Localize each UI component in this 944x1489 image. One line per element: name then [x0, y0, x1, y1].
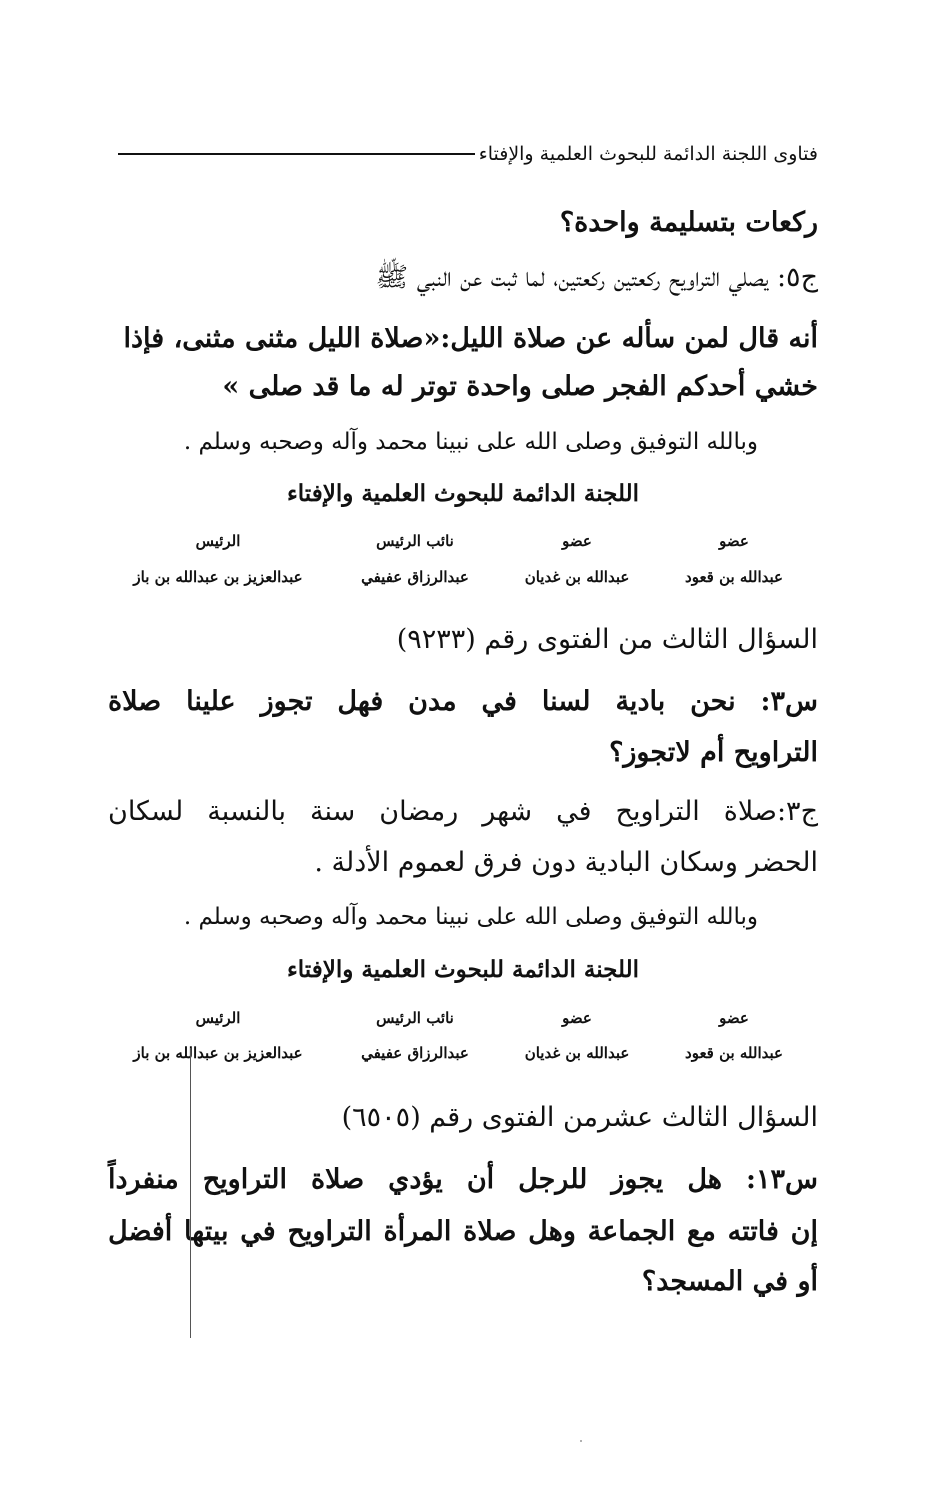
question-3-line-2: التراويح أم لاتجوز؟: [609, 737, 818, 768]
role-member-1: عضو: [719, 532, 749, 550]
name-president: عبدالعزيز بن عبدالله بن باز: [133, 1044, 303, 1062]
header-rule: [118, 153, 475, 155]
answer-5-line-2: أنه قال لمن سأله عن صلاة الليل:«صلاة الليل مثنى مثنى، فإذا: [123, 323, 818, 354]
committee-title-1: اللجنة الدائمة للبحوث العلمية والإفتاء: [286, 480, 640, 507]
question-heading-6505: السؤال الثالث عشرمن الفتوى رقم (٦٥٠٥): [341, 1102, 818, 1133]
role-vice-president: نائب الرئيس: [376, 1009, 454, 1027]
scan-speck: [580, 1440, 582, 1442]
name-member-1: عبدالله بن قعود: [685, 1044, 783, 1062]
margin-line: [190, 1048, 191, 1338]
answer-5-line-1: ج٥: يصلي التراويح ركعتين ركعتين، لما ثبت عن النبي ﷺ: [375, 262, 818, 293]
signature-names-2: [118, 1043, 794, 1063]
question-3-line-1: س٣: نحن بادية لسنا في مدن فهل تجوز علينا صلاة: [108, 686, 818, 717]
header-title: فتاوى اللجنة الدائمة للبحوث العلمية والإفتاء: [478, 143, 818, 165]
committee-title-2: اللجنة الدائمة للبحوث العلمية والإفتاء: [286, 956, 640, 983]
role-member-2: عضو: [562, 532, 592, 550]
answer-3-line-1: ج٣:صلاة التراويح في شهر رمضان سنة بالنسبة لسكان: [108, 796, 818, 827]
role-member-1: عضو: [719, 1009, 749, 1027]
question-13-line-1: س١٣: هل يجوز للرجل أن يؤدي صلاة التراويح منفرداً: [108, 1164, 818, 1195]
page-header: [118, 136, 818, 172]
role-president: الرئيس: [195, 1009, 241, 1027]
role-president: الرئيس: [195, 532, 241, 550]
name-vice-president: عبدالرزاق عفيفي: [361, 1044, 469, 1062]
role-member-2: عضو: [562, 1009, 592, 1027]
signature-roles-1: [118, 531, 794, 551]
answer-5-line-3: خشي أحدكم الفجر صلى واحدة توتر له ما قد صلى »: [222, 371, 818, 402]
question-13-line-2: إن فاتته مع الجماعة وهل صلاة المرأة التراويح في بيتها أفضل: [108, 1216, 818, 1247]
name-president: عبدالعزيز بن عبدالله بن باز: [133, 568, 303, 586]
name-member-1: عبدالله بن قعود: [685, 568, 783, 586]
name-vice-president: عبدالرزاق عفيفي: [361, 568, 469, 586]
signature-roles-2: [118, 1008, 794, 1028]
question-heading-9233: السؤال الثالث من الفتوى رقم (٩٢٣٣): [396, 624, 818, 655]
signature-names-1: [118, 567, 794, 587]
name-member-2: عبدالله بن غديان: [524, 568, 630, 586]
name-member-2: عبدالله بن غديان: [524, 1044, 630, 1062]
closing-1: وبالله التوفيق وصلى الله على نبينا محمد وآله وصحبه وسلم .: [183, 429, 758, 455]
question-13-line-3: أو في المسجد؟: [641, 1266, 818, 1297]
question-5-tail: ركعات بتسليمة واحدة؟: [559, 207, 818, 238]
closing-2: وبالله التوفيق وصلى الله على نبينا محمد وآله وصحبه وسلم .: [183, 904, 758, 930]
answer-3-line-2: الحضر وسكان البادية دون فرق لعموم الأدلة .: [314, 847, 818, 878]
role-vice-president: نائب الرئيس: [376, 532, 454, 550]
